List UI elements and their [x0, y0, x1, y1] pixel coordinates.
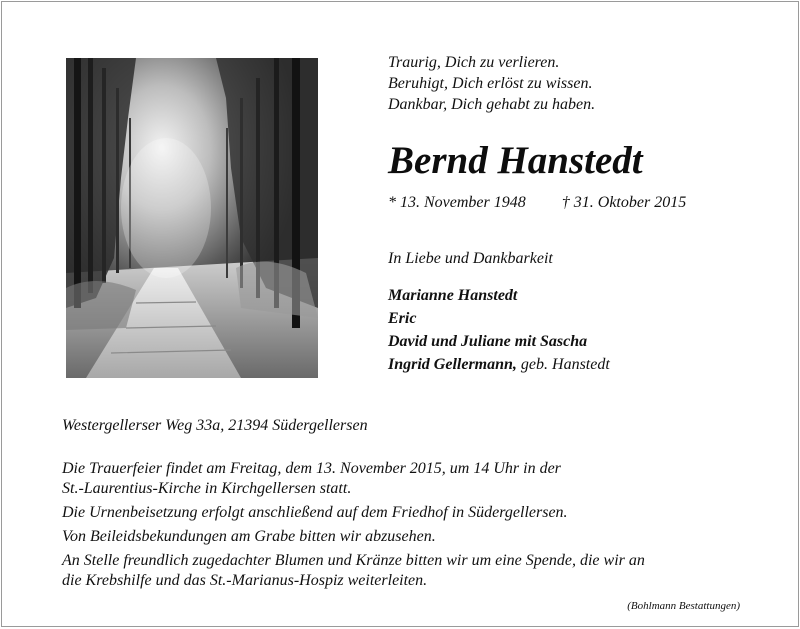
mourner-name: David und Juliane mit Sascha: [388, 333, 588, 350]
birth-date: * 13. November 1948: [388, 194, 526, 211]
mourner-name: Ingrid Gellermann,: [388, 356, 517, 373]
poem-line: Dankbar, Dich gehabt zu haben.: [388, 96, 596, 113]
life-dates: [388, 192, 686, 213]
mourner-name: Marianne Hanstedt: [388, 287, 518, 304]
donation-note: [62, 551, 762, 591]
funeral-notes: [62, 459, 762, 595]
mourner-maiden-name: geb. Hanstedt: [516, 356, 610, 373]
poem: [388, 52, 595, 115]
funeral-home-credit: (Bohlmann Bestattungen): [627, 600, 740, 612]
condolence-note: Von Beileidsbekundungen am Grabe bitten wir abzusehen.: [62, 528, 436, 545]
family-address: Westergellerser Weg 33a, 21394 Südergellersen: [62, 417, 368, 434]
ceremony-line: Die Trauerfeier findet am Freitag, dem 13. November 2015, um 14 Uhr in der: [62, 460, 561, 477]
forest-path-photo: [66, 58, 318, 378]
ceremony-line: St.-Laurentius-Kirche in Kirchgellersen statt.: [62, 480, 352, 497]
mourners-list: [388, 284, 610, 376]
mourner-entry: [388, 353, 610, 376]
poem-line: Traurig, Dich zu verlieren.: [388, 54, 560, 71]
donation-line: die Krebshilfe und das St.-Marianus-Hospiz weiterleiten.: [62, 572, 428, 589]
obituary-notice: [1, 1, 799, 627]
burial-note: Die Urnenbeisetzung erfolgt anschließend auf dem Friedhof in Südergellersen.: [62, 504, 568, 521]
mourner-name: Eric: [388, 310, 417, 327]
ceremony-note: [62, 459, 762, 499]
deceased-name: Bernd Hanstedt: [388, 139, 643, 182]
death-date: † 31. Oktober 2015: [561, 194, 687, 211]
donation-line: An Stelle freundlich zugedachter Blumen und Kränze bitten wir um eine Spende, die wir an: [62, 552, 645, 569]
poem-line: Beruhigt, Dich erlöst zu wissen.: [388, 75, 593, 92]
dedication: In Liebe und Dankbarkeit: [388, 250, 553, 267]
